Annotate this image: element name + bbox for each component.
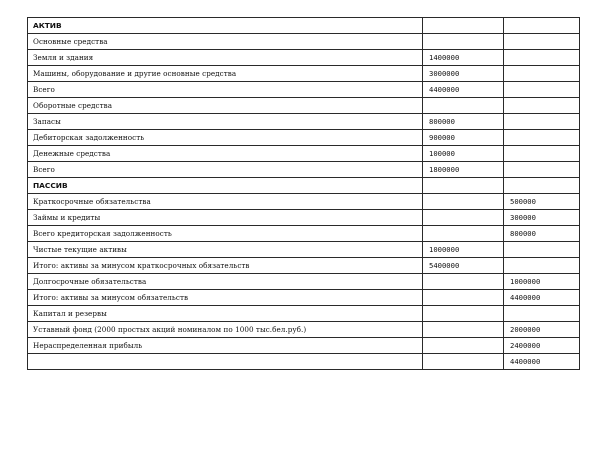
section-heading: ПАССИВ — [28, 178, 423, 194]
table-row — [28, 210, 580, 226]
row-label: Долгосрочные обязательства — [28, 274, 423, 290]
amount-cell-col1: 900000 — [423, 130, 504, 146]
row-label: Запасы — [28, 114, 423, 130]
amount-cell-col1: 5400000 — [423, 258, 504, 274]
row-label: Итого: активы за минусом краткосрочных обязательств — [28, 258, 423, 274]
row-label: Краткосрочные обязательства — [28, 194, 423, 210]
amount-cell-col1 — [423, 338, 504, 354]
row-label: Дебиторская задолженность — [28, 130, 423, 146]
amount-cell-col1 — [423, 306, 504, 322]
amount-cell-col2 — [504, 114, 580, 130]
table-row — [28, 18, 580, 34]
amount-cell-col2 — [504, 18, 580, 34]
amount-cell-col2: 300000 — [504, 210, 580, 226]
row-label: Всего — [28, 162, 423, 178]
row-label: Уставный фонд (2000 простых акций номиналом по 1000 тыс.бел.руб.) — [28, 322, 423, 338]
amount-cell-col2 — [504, 82, 580, 98]
amount-cell-col2 — [504, 306, 580, 322]
amount-cell-col1 — [423, 322, 504, 338]
table-row — [28, 354, 580, 370]
table-row — [28, 162, 580, 178]
row-label: Основные средства — [28, 34, 423, 50]
balance-sheet-body — [28, 18, 580, 370]
amount-cell-col1 — [423, 34, 504, 50]
amount-cell-col1 — [423, 290, 504, 306]
row-label: Земля и здания — [28, 50, 423, 66]
amount-cell-col2 — [504, 146, 580, 162]
table-row — [28, 66, 580, 82]
amount-cell-col2: 500000 — [504, 194, 580, 210]
amount-cell-col1 — [423, 354, 504, 370]
row-label: Всего кредиторская задолженность — [28, 226, 423, 242]
amount-cell-col1 — [423, 194, 504, 210]
row-label: Нераспределенная прибыль — [28, 338, 423, 354]
amount-cell-col2: 800000 — [504, 226, 580, 242]
table-row — [28, 322, 580, 338]
row-label: Оборотные средства — [28, 98, 423, 114]
row-label: Капитал и резервы — [28, 306, 423, 322]
table-row — [28, 194, 580, 210]
row-label: Займы и кредиты — [28, 210, 423, 226]
amount-cell-col1 — [423, 18, 504, 34]
amount-cell-col2 — [504, 50, 580, 66]
amount-cell-col1: 1400000 — [423, 50, 504, 66]
amount-cell-col2 — [504, 162, 580, 178]
table-row — [28, 338, 580, 354]
row-label: Всего — [28, 82, 423, 98]
balance-sheet-table — [27, 17, 580, 370]
table-row — [28, 274, 580, 290]
amount-cell-col1 — [423, 210, 504, 226]
section-heading: АКТИВ — [28, 18, 423, 34]
row-label: Машины, оборудование и другие основные средства — [28, 66, 423, 82]
table-row — [28, 98, 580, 114]
amount-cell-col1: 1000000 — [423, 242, 504, 258]
amount-cell-col2: 4400000 — [504, 290, 580, 306]
amount-cell-col2 — [504, 242, 580, 258]
amount-cell-col1: 3000000 — [423, 66, 504, 82]
amount-cell-col1 — [423, 98, 504, 114]
amount-cell-col1 — [423, 178, 504, 194]
table-row — [28, 306, 580, 322]
amount-cell-col2 — [504, 98, 580, 114]
row-label — [28, 354, 423, 370]
amount-cell-col2 — [504, 34, 580, 50]
amount-cell-col2: 2400000 — [504, 338, 580, 354]
amount-cell-col2 — [504, 178, 580, 194]
amount-cell-col2 — [504, 66, 580, 82]
amount-cell-col1: 1800000 — [423, 162, 504, 178]
amount-cell-col1: 4400000 — [423, 82, 504, 98]
amount-cell-col1 — [423, 274, 504, 290]
table-row — [28, 178, 580, 194]
row-label: Итого: активы за минусом обязательств — [28, 290, 423, 306]
row-label: Денежные средства — [28, 146, 423, 162]
amount-cell-col2: 2000000 — [504, 322, 580, 338]
table-row — [28, 34, 580, 50]
table-row — [28, 130, 580, 146]
table-row — [28, 226, 580, 242]
amount-cell-col1: 800000 — [423, 114, 504, 130]
table-row — [28, 258, 580, 274]
table-row — [28, 146, 580, 162]
row-label: Чистые текущие активы — [28, 242, 423, 258]
amount-cell-col2 — [504, 130, 580, 146]
table-row — [28, 290, 580, 306]
amount-cell-col1: 100000 — [423, 146, 504, 162]
table-row — [28, 82, 580, 98]
table-row — [28, 242, 580, 258]
amount-cell-col2: 1000000 — [504, 274, 580, 290]
amount-cell-col1 — [423, 226, 504, 242]
amount-cell-col2: 4400000 — [504, 354, 580, 370]
table-row — [28, 114, 580, 130]
table-row — [28, 50, 580, 66]
amount-cell-col2 — [504, 258, 580, 274]
